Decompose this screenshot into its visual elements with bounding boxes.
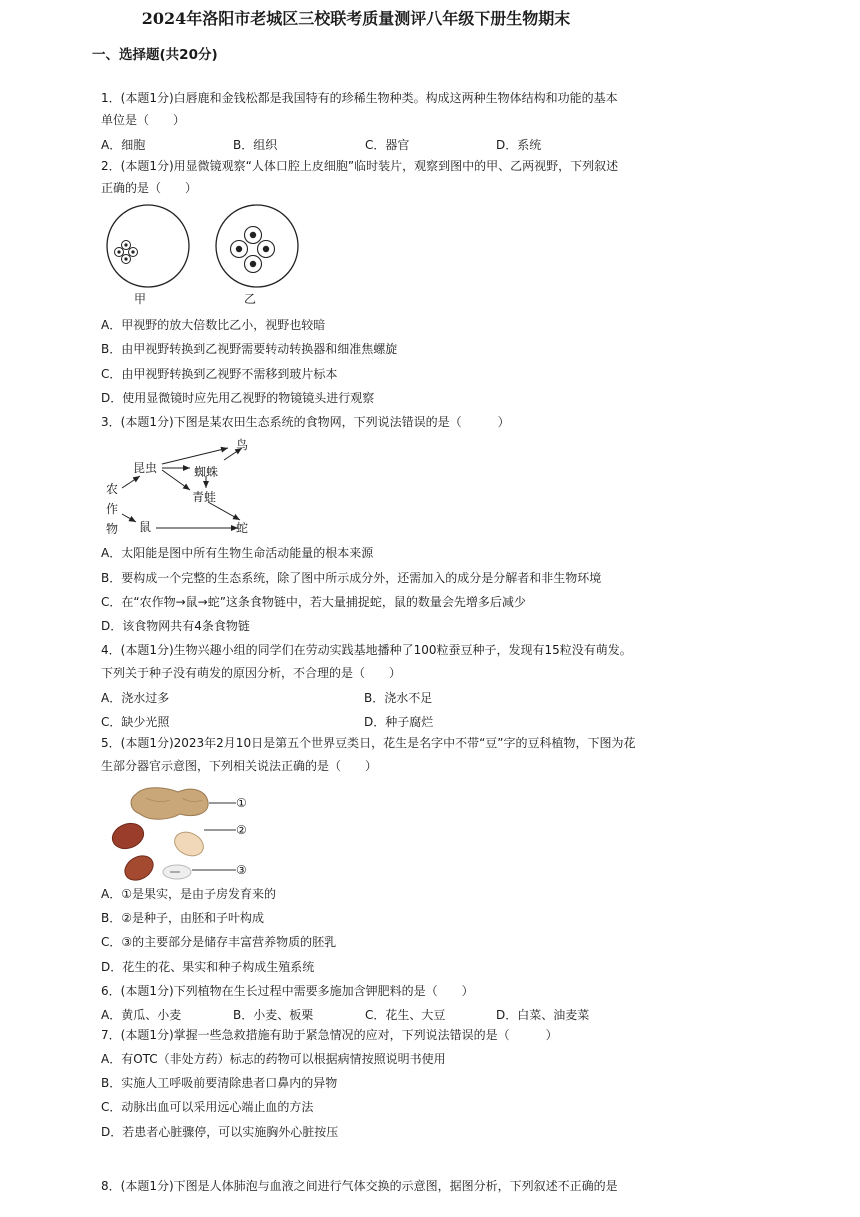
q6-stem: 6．(本题1分)下列植物在生长过程中需要多施加含钾肥料的是（ ） [101,984,474,998]
q7-option-b: B．实施人工呼吸前要清除患者口鼻内的异物 [101,1076,338,1090]
node-frog: 青蛙 [192,490,217,504]
marker-2: ② [236,823,247,837]
q6-option-b: B．小麦、板栗 [233,1008,314,1022]
q2-stem-line2: 正确的是（ ） [101,181,198,195]
q7-option-a: A．有OTC（非处方药）标志的药物可以根据病情按照说明书使用 [101,1052,446,1066]
q2-option-b: B．由甲视野转换到乙视野需要转动转换器和细准焦螺旋 [101,342,398,356]
q2-stem-line1: 2．(本题1分)用显微镜观察“人体口腔上皮细胞”临时装片，观察到图中的甲、乙两视野，下列叙述 [101,159,619,173]
q5-option-b: B．②是种子，由胚和子叶构成 [101,911,264,925]
q4-option-c: C．缺少光照 [101,715,170,729]
q7-option-c: C．动脉出血可以采用远心端止血的方法 [101,1100,314,1114]
q4-option-d: D．种子腐烂 [364,715,434,729]
q5-stem-line1: 5．(本题1分)2023年2月10日是第五个世界豆类日，花生是名字中不带“豆”字的豆科植物，下图为花 [101,736,636,750]
node-bird: 鸟 [236,438,249,452]
section-heading: 一、选择题(共20分) [92,47,218,63]
q1-option-d: D．系统 [496,138,542,152]
q2-option-a: A．甲视野的放大倍数比乙小，视野也较暗 [101,318,326,332]
q3-option-d: D．该食物网共有4条食物链 [101,619,250,633]
peanut-organs-figure [106,782,246,886]
node-snake: 蛇 [236,521,249,535]
q4-option-b: B．浇水不足 [364,691,433,705]
q4-stem-line1: 4．(本题1分)生物兴趣小组的同学们在劳动实践基地播种了100粒蚕豆种子，发现有15粒没有萌发。 [101,643,632,657]
q5-option-c: C．③的主要部分是储存丰富营养物质的胚乳 [101,935,337,949]
node-crop: 农作物 [106,482,119,536]
q5-option-d: D．花生的花、果实和种子构成生殖系统 [101,960,315,974]
q1-option-c: C．器官 [365,138,410,152]
q2-fig-label-jia: 甲 [134,292,147,306]
q6-option-a: A．黄瓜、小麦 [101,1008,182,1022]
q1-stem-line2: 单位是（ ） [101,113,186,127]
q3-option-b: B．要构成一个完整的生态系统，除了图中所示成分外，还需加入的成分是分解者和非生物环境 [101,571,602,585]
q1-option-a: A．细胞 [101,138,146,152]
field-jia [107,205,189,287]
q2-option-c: C．由甲视野转换到乙视野不需移到玻片标本 [101,367,338,381]
q1-stem-line1: 1．(本题1分)白唇鹿和金钱松都是我国特有的珍稀生物种类。构成这两种生物体结构和功能的基本 [101,91,618,105]
node-mouse: 鼠 [139,520,152,534]
peanut-pod [131,788,208,820]
q7-stem: 7．(本题1分)掌握一些急救措施有助于紧急情况的应对，下列说法错误的是（ ） [101,1028,558,1042]
node-insect: 昆虫 [133,461,158,475]
q6-option-d: D．白菜、油麦菜 [496,1008,590,1022]
marker-3: ③ [236,863,247,877]
microscope-fields-figure [100,200,310,312]
field-yi [216,205,298,287]
node-spider: 蜘蛛 [194,465,219,479]
q8-stem: 8．(本题1分)下图是人体肺泡与血液之间进行气体交换的示意图，据图分析，下列叙述不正确的是 [101,1179,618,1193]
q2-fig-label-yi: 乙 [244,292,257,306]
q3-option-a: A．太阳能是图中所有生物生命活动能量的根本来源 [101,546,374,560]
marker-1: ① [236,796,247,810]
peanut-seeds [109,819,207,885]
q2-option-d: D．使用显微镜时应先用乙视野的物镜镜头进行观察 [101,391,375,405]
q4-option-a: A．浇水过多 [101,691,170,705]
q5-option-a: A．①是果实，是由子房发育来的 [101,887,276,901]
q1-option-b: B．组织 [233,138,278,152]
q3-option-c: C．在“农作物→鼠→蛇”这条食物链中，若大量捕捉蛇，鼠的数量会先增多后减少 [101,595,526,609]
q4-stem-line2: 下列关于种子没有萌发的原因分析，不合理的是（ ） [101,666,402,680]
page-title: 2024年洛阳市老城区三校联考质量测评八年级下册生物期末 [141,9,571,28]
q5-stem-line2: 生部分器官示意图，下列相关说法正确的是（ ） [101,759,378,773]
q6-option-c: C．花生、大豆 [365,1008,446,1022]
q7-option-d: D．若患者心脏骤停，可以实施胸外心脏按压 [101,1125,339,1139]
q3-stem: 3．(本题1分)下图是某农田生态系统的食物网，下列说法错误的是（ ） [101,415,510,429]
